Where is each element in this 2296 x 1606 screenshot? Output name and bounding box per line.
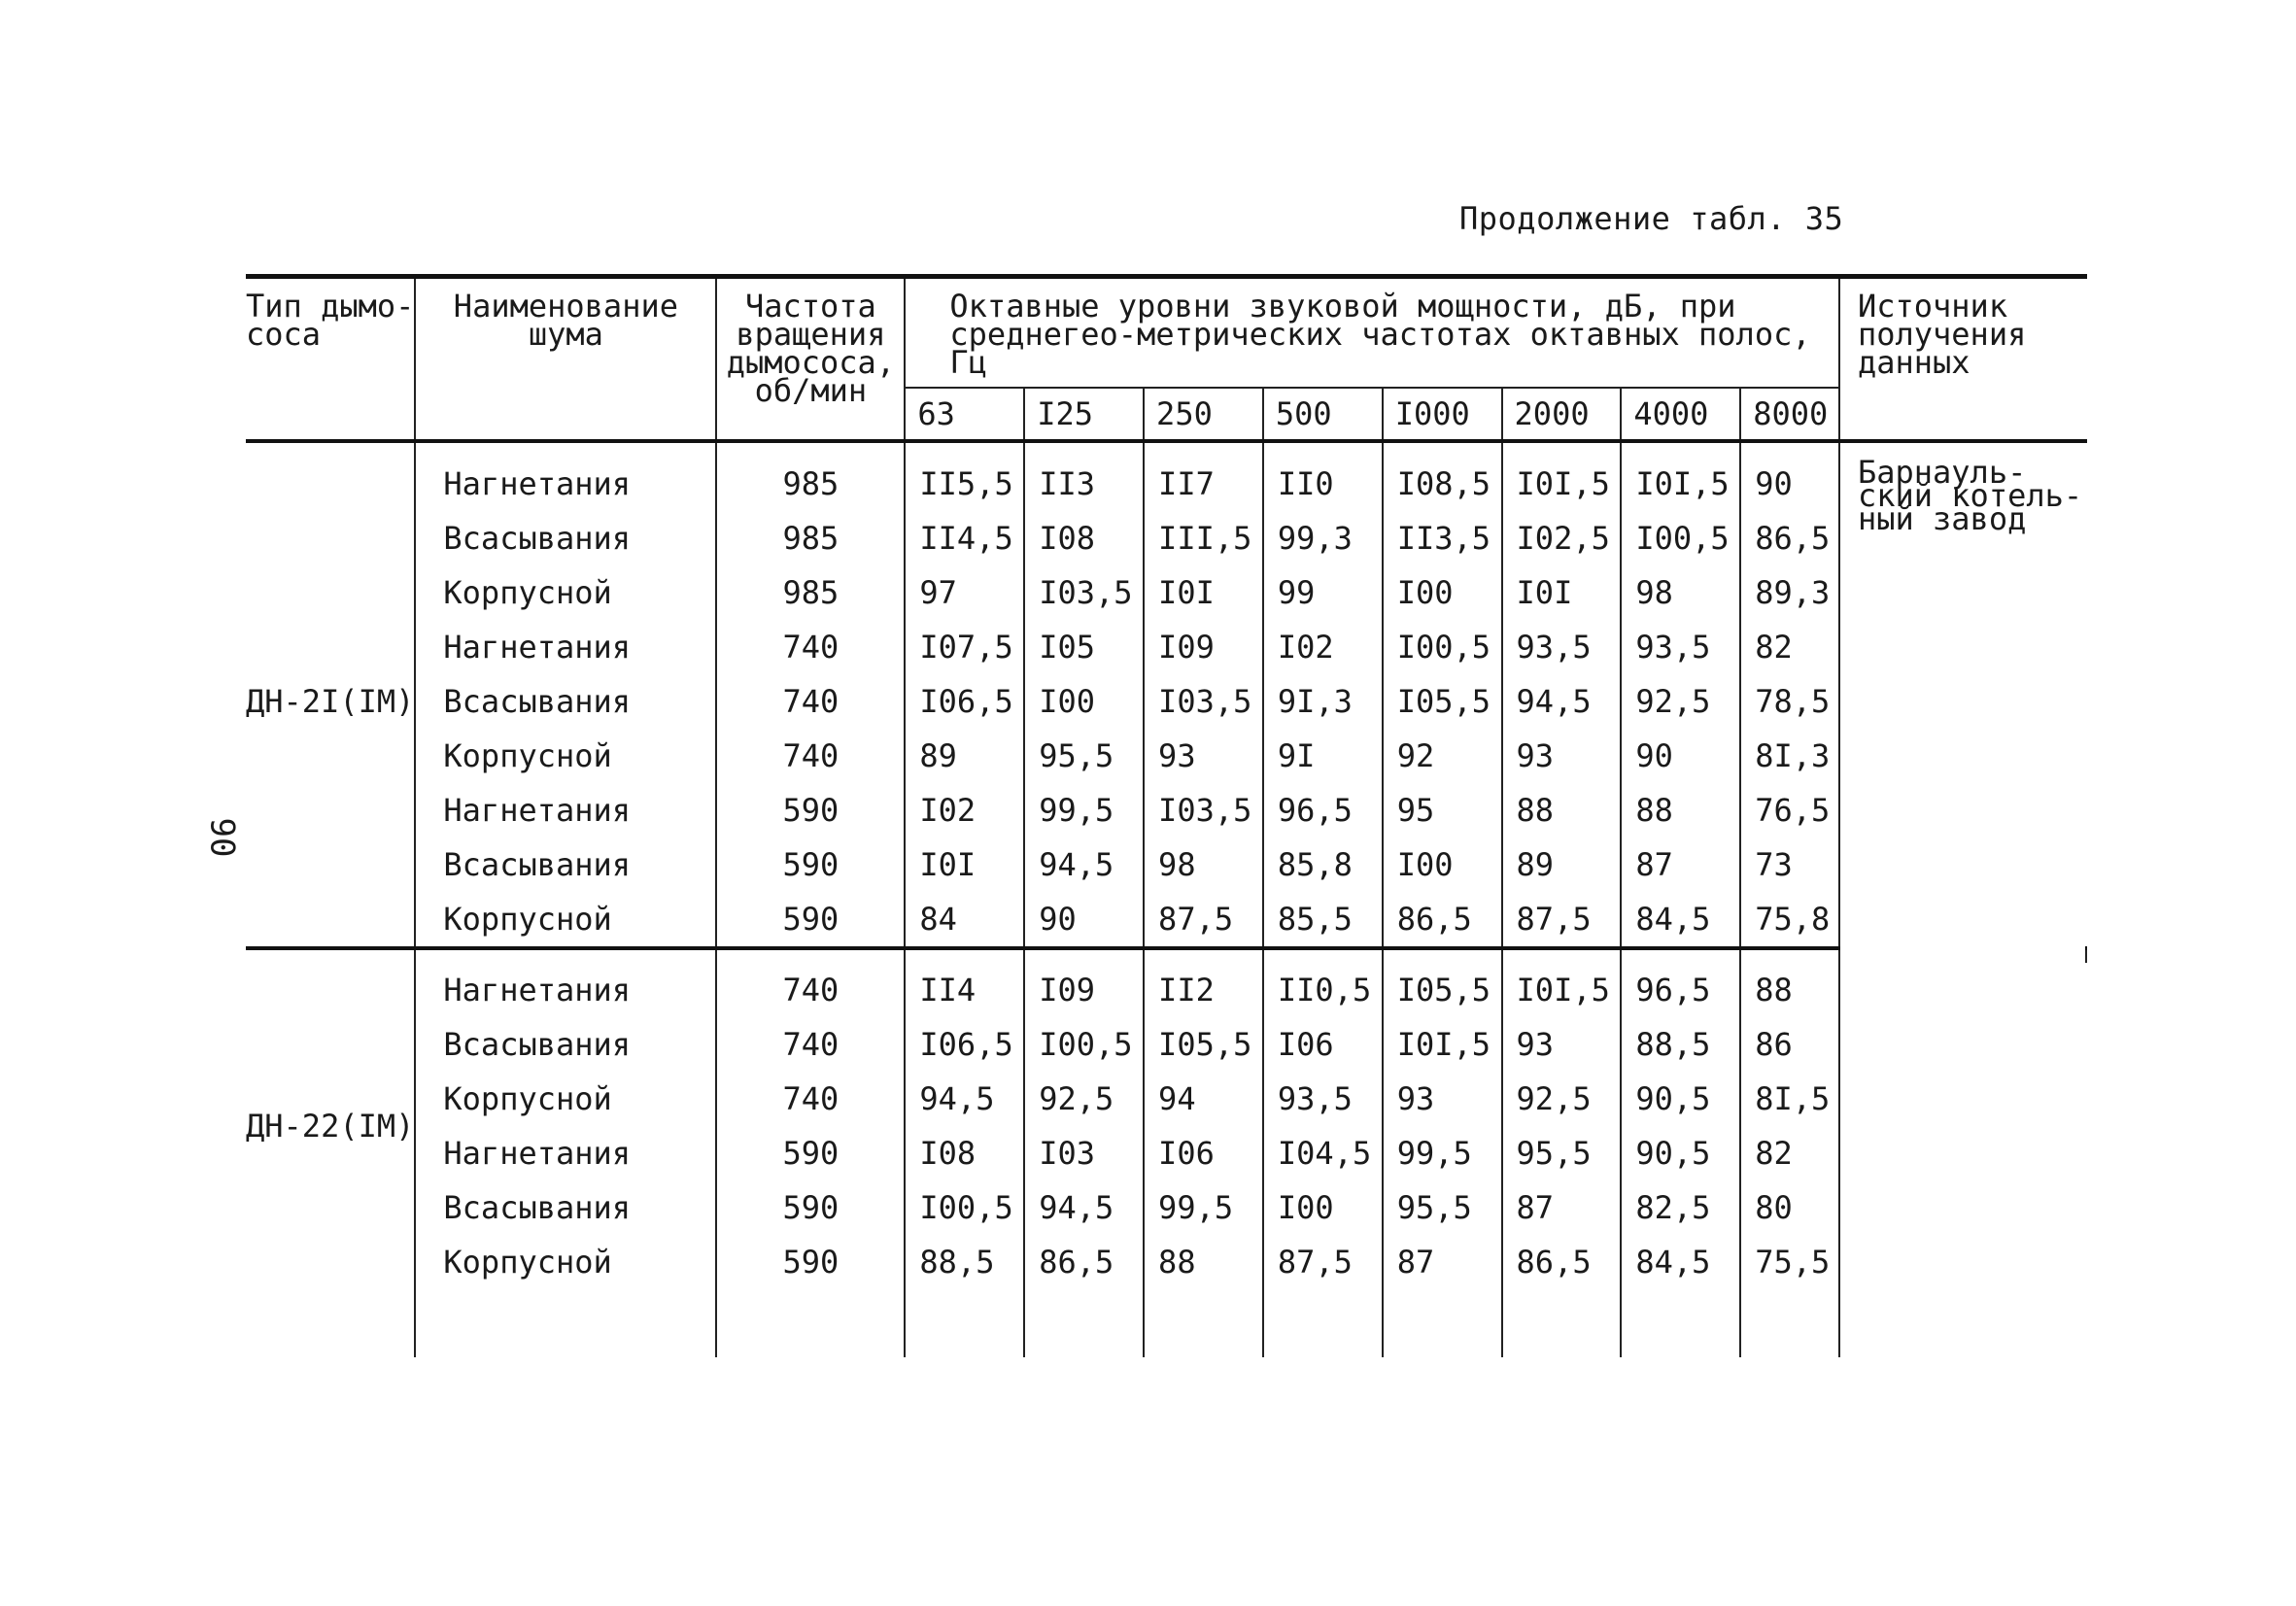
table-header [246, 277, 2087, 442]
sound-level-63: 84 [905, 892, 1024, 948]
sound-level-8000: 75,5 [1740, 1235, 1839, 1289]
sound-level-4000: I00,5 [1621, 511, 1740, 565]
sound-level-250: I05,5 [1144, 1017, 1263, 1072]
table-row [246, 729, 2087, 783]
sound-level-2000: 93,5 [1502, 620, 1622, 674]
sound-level-500: 85,5 [1263, 892, 1383, 948]
sound-level-I25: I05 [1024, 620, 1144, 674]
gap-cell [716, 441, 905, 457]
sound-level-I000: I00 [1383, 565, 1502, 620]
sound-level-250: I0I [1144, 565, 1263, 620]
table-body [246, 441, 2087, 1357]
noise-name: Корпусной [415, 892, 716, 948]
sound-level-500: II0,5 [1263, 963, 1383, 1017]
separator-cell [716, 948, 905, 963]
separator-cell [2086, 948, 2087, 963]
sound-level-8000: 82 [1740, 1126, 1839, 1180]
noise-name: Нагнетания [415, 963, 716, 1017]
separator-cell [1383, 948, 1502, 963]
sound-level-4000: 98 [1621, 565, 1740, 620]
sound-level-250: 93 [1144, 729, 1263, 783]
header-type: Тип дымо-сосa [246, 288, 415, 353]
sound-level-I000: I05,5 [1383, 963, 1502, 1017]
rotation-speed: 590 [716, 1126, 905, 1180]
sound-level-500: I06 [1263, 1017, 1383, 1072]
sound-level-63: I0I [905, 837, 1024, 892]
sound-level-8000: 89,3 [1740, 565, 1839, 620]
sound-level-500: 96,5 [1263, 783, 1383, 837]
frequency-header-0: 63 [905, 388, 1024, 441]
rotation-speed: 590 [716, 1180, 905, 1235]
gap-cell [905, 441, 1024, 457]
sound-level-I25: I09 [1024, 963, 1144, 1017]
sound-level-8000: 88 [1740, 963, 1839, 1017]
sound-level-4000: I0I,5 [1621, 457, 1740, 511]
sound-level-63: I02 [905, 783, 1024, 837]
sound-level-4000: 96,5 [1621, 963, 1740, 1017]
table-row [246, 783, 2087, 837]
sound-level-I000: 92 [1383, 729, 1502, 783]
sound-level-63: I08 [905, 1126, 1024, 1180]
sound-level-2000: 89 [1502, 837, 1622, 892]
sound-level-2000: 93 [1502, 1017, 1622, 1072]
gap-cell [1740, 441, 1839, 457]
sound-level-8000: 82 [1740, 620, 1839, 674]
noise-name: Корпусной [415, 729, 716, 783]
sound-level-250: 88 [1144, 1235, 1263, 1289]
noise-name: Нагнетания [415, 457, 716, 511]
sound-level-4000: 92,5 [1621, 674, 1740, 729]
sound-level-4000: 93,5 [1621, 620, 1740, 674]
noise-name: Нагнетания [415, 783, 716, 837]
trailing-cell [246, 1289, 415, 1357]
sound-level-2000: 86,5 [1502, 1235, 1622, 1289]
sound-level-500: 9I [1263, 729, 1383, 783]
sound-level-4000: 90 [1621, 729, 1740, 783]
noise-name: Всасывания [415, 511, 716, 565]
sound-level-4000: 84,5 [1621, 1235, 1740, 1289]
sound-level-2000: I0I,5 [1502, 457, 1622, 511]
table-row [246, 1017, 2087, 1072]
sound-level-8000: 76,5 [1740, 783, 1839, 837]
noise-table [246, 274, 2087, 1357]
sound-level-63: II4 [905, 963, 1024, 1017]
sound-level-4000: 88,5 [1621, 1017, 1740, 1072]
trailing-cell [1383, 1289, 1502, 1357]
sound-level-4000: 82,5 [1621, 1180, 1740, 1235]
sound-level-63: I06,5 [905, 674, 1024, 729]
table-caption: Продолжение табл. 35 [1459, 200, 1844, 237]
sound-level-2000: I0I [1502, 565, 1622, 620]
separator-cell [246, 948, 415, 963]
sound-level-2000: 94,5 [1502, 674, 1622, 729]
sound-level-4000: 90,5 [1621, 1126, 1740, 1180]
sound-level-I000: 95 [1383, 783, 1502, 837]
frequency-header-5: 2000 [1502, 388, 1622, 441]
fan-type: ДН-22(IМ) [246, 1108, 415, 1145]
sound-level-2000: 88 [1502, 783, 1622, 837]
sound-level-8000: 8I,5 [1740, 1072, 1839, 1126]
sound-level-8000: 73 [1740, 837, 1839, 892]
sound-level-I000: II3,5 [1383, 511, 1502, 565]
separator-cell [1621, 948, 1740, 963]
header-noise-name: Наименование шума [415, 277, 716, 442]
rotation-speed: 590 [716, 837, 905, 892]
sound-level-63: II5,5 [905, 457, 1024, 511]
sound-level-8000: 90 [1740, 457, 1839, 511]
sound-level-I25: I00,5 [1024, 1017, 1144, 1072]
separator-cell [1740, 948, 1839, 963]
sound-level-I25: 86,5 [1024, 1235, 1144, 1289]
sound-level-63: II4,5 [905, 511, 1024, 565]
separator-cell [1263, 948, 1383, 963]
sound-level-2000: I0I,5 [1502, 963, 1622, 1017]
sound-level-2000: 95,5 [1502, 1126, 1622, 1180]
frequency-header-1: I25 [1024, 388, 1144, 441]
table-row [246, 565, 2087, 620]
noise-name: Нагнетания [415, 620, 716, 674]
table-row [246, 963, 2087, 1017]
sound-level-I25: I03 [1024, 1126, 1144, 1180]
sound-level-I25: II3 [1024, 457, 1144, 511]
separator-cell [1024, 948, 1144, 963]
trailing-cell [415, 1289, 716, 1357]
separator-cell [415, 948, 716, 963]
frequency-header-7: 8000 [1740, 388, 1839, 441]
frequency-header-4: I000 [1383, 388, 1502, 441]
sound-level-2000: 92,5 [1502, 1072, 1622, 1126]
sound-level-2000: 93 [1502, 729, 1622, 783]
sound-level-250: I03,5 [1144, 674, 1263, 729]
sound-level-8000: 86 [1740, 1017, 1839, 1072]
trailing-cell [1621, 1289, 1740, 1357]
sound-level-500: 87,5 [1263, 1235, 1383, 1289]
frequency-header-3: 500 [1263, 388, 1383, 441]
rotation-speed: 740 [716, 674, 905, 729]
sound-level-63: I00,5 [905, 1180, 1024, 1235]
separator-cell [1502, 948, 1622, 963]
trailing-cell [1740, 1289, 1839, 1357]
sound-level-2000: I02,5 [1502, 511, 1622, 565]
sound-level-63: 97 [905, 565, 1024, 620]
rotation-speed: 590 [716, 892, 905, 948]
sound-level-63: 88,5 [905, 1235, 1024, 1289]
table-row [246, 892, 2087, 948]
rotation-speed: 590 [716, 1235, 905, 1289]
sound-level-500: I04,5 [1263, 1126, 1383, 1180]
gap-cell [1383, 441, 1502, 457]
trailing-row [246, 1289, 2087, 1357]
sound-level-I25: 92,5 [1024, 1072, 1144, 1126]
sound-level-4000: 90,5 [1621, 1072, 1740, 1126]
sound-level-250: I09 [1144, 620, 1263, 674]
sound-level-I000: 99,5 [1383, 1126, 1502, 1180]
sound-level-4000: 84,5 [1621, 892, 1740, 948]
sound-level-I25: I00 [1024, 674, 1144, 729]
separator-cell [905, 948, 1024, 963]
group-separator [246, 948, 2087, 963]
sound-level-8000: 8I,3 [1740, 729, 1839, 783]
sound-level-I000: 87 [1383, 1235, 1502, 1289]
sound-level-250: I03,5 [1144, 783, 1263, 837]
table-row [246, 511, 2087, 565]
sound-level-500: 93,5 [1263, 1072, 1383, 1126]
sound-level-I25: 94,5 [1024, 837, 1144, 892]
sound-level-I25: 94,5 [1024, 1180, 1144, 1235]
rotation-speed: 740 [716, 963, 905, 1017]
rotation-speed: 985 [716, 565, 905, 620]
sound-level-2000: 87 [1502, 1180, 1622, 1235]
gap-cell [1502, 441, 1622, 457]
noise-name: Нагнетания [415, 1126, 716, 1180]
table-row [246, 457, 2087, 511]
noise-name: Всасывания [415, 674, 716, 729]
sound-level-500: I00 [1263, 1180, 1383, 1235]
sound-level-I000: 95,5 [1383, 1180, 1502, 1235]
fan-type: ДН-2I(IМ) [246, 683, 415, 720]
trailing-cell [905, 1289, 1024, 1357]
sound-level-500: 99 [1263, 565, 1383, 620]
rotation-speed: 740 [716, 1072, 905, 1126]
sound-level-I25: I03,5 [1024, 565, 1144, 620]
header-rotation-speed: Частота вращения дымососа, об/мин [716, 277, 905, 442]
frequency-header-6: 4000 [1621, 388, 1740, 441]
sound-level-I25: 90 [1024, 892, 1144, 948]
sound-level-500: II0 [1263, 457, 1383, 511]
rotation-speed: 590 [716, 783, 905, 837]
sound-level-250: 98 [1144, 837, 1263, 892]
sound-level-I25: I08 [1024, 511, 1144, 565]
gap-cell [415, 441, 716, 457]
gap-cell [1263, 441, 1383, 457]
table-row [246, 837, 2087, 892]
sound-level-250: 94 [1144, 1072, 1263, 1126]
sound-level-63: 89 [905, 729, 1024, 783]
sound-level-I000: I00,5 [1383, 620, 1502, 674]
noise-name: Всасывания [415, 1017, 716, 1072]
sound-level-250: I06 [1144, 1126, 1263, 1180]
header-data-source: Источник получения данных [1839, 277, 2086, 442]
table-row [246, 1180, 2087, 1235]
sound-level-4000: 87 [1621, 837, 1740, 892]
rotation-speed: 740 [716, 729, 905, 783]
table-row [246, 674, 2087, 729]
trailing-cell [1502, 1289, 1622, 1357]
table-row [246, 1235, 2087, 1289]
sound-level-500: 85,8 [1263, 837, 1383, 892]
sound-level-250: 87,5 [1144, 892, 1263, 948]
noise-name: Корпусной [415, 565, 716, 620]
sound-level-I000: 86,5 [1383, 892, 1502, 948]
sound-level-63: I07,5 [905, 620, 1024, 674]
sound-level-I000: I05,5 [1383, 674, 1502, 729]
sound-level-63: I06,5 [905, 1017, 1024, 1072]
sound-level-8000: 75,8 [1740, 892, 1839, 948]
rotation-speed: 740 [716, 620, 905, 674]
sound-level-I000: I00 [1383, 837, 1502, 892]
sound-level-250: II7 [1144, 457, 1263, 511]
rotation-speed: 985 [716, 511, 905, 565]
sound-level-I25: 95,5 [1024, 729, 1144, 783]
sound-level-250: II2 [1144, 963, 1263, 1017]
sound-level-8000: 86,5 [1740, 511, 1839, 565]
sound-level-8000: 78,5 [1740, 674, 1839, 729]
table-row [246, 1072, 2087, 1126]
rotation-speed: 740 [716, 1017, 905, 1072]
sound-level-250: 99,5 [1144, 1180, 1263, 1235]
sound-level-I25: 99,5 [1024, 783, 1144, 837]
header-gap-row [246, 441, 2087, 457]
sound-level-500: 9I,3 [1263, 674, 1383, 729]
gap-cell [1144, 441, 1263, 457]
sound-level-500: I02 [1263, 620, 1383, 674]
frequency-header-2: 250 [1144, 388, 1263, 441]
trailing-cell [1144, 1289, 1263, 1357]
sound-level-8000: 80 [1740, 1180, 1839, 1235]
separator-cell [1144, 948, 1263, 963]
trailing-cell [1263, 1289, 1383, 1357]
header-octave-levels: Октавные уровни звуковой мощности, дБ, при среднегео-метрических частотах октавных полос, Гц [905, 277, 1839, 389]
page-number: 90 [202, 817, 242, 858]
rotation-speed: 985 [716, 457, 905, 511]
noise-name: Корпусной [415, 1072, 716, 1126]
sound-level-250: III,5 [1144, 511, 1263, 565]
gap-cell [1621, 441, 1740, 457]
sound-level-500: 99,3 [1263, 511, 1383, 565]
trailing-cell [1024, 1289, 1144, 1357]
noise-name: Всасывания [415, 1180, 716, 1235]
table-row [246, 1126, 2087, 1180]
gap-cell [1024, 441, 1144, 457]
sound-level-I000: 93 [1383, 1072, 1502, 1126]
sound-level-I000: I0I,5 [1383, 1017, 1502, 1072]
sound-level-4000: 88 [1621, 783, 1740, 837]
trailing-cell [716, 1289, 905, 1357]
sound-level-I000: I08,5 [1383, 457, 1502, 511]
gap-cell [246, 441, 415, 457]
sound-level-2000: 87,5 [1502, 892, 1622, 948]
noise-name: Корпусной [415, 1235, 716, 1289]
table-row [246, 620, 2087, 674]
data-source: Барнауль-ский котель-ный завод [1839, 457, 2086, 1357]
noise-name: Всасывания [415, 837, 716, 892]
sound-level-63: 94,5 [905, 1072, 1024, 1126]
